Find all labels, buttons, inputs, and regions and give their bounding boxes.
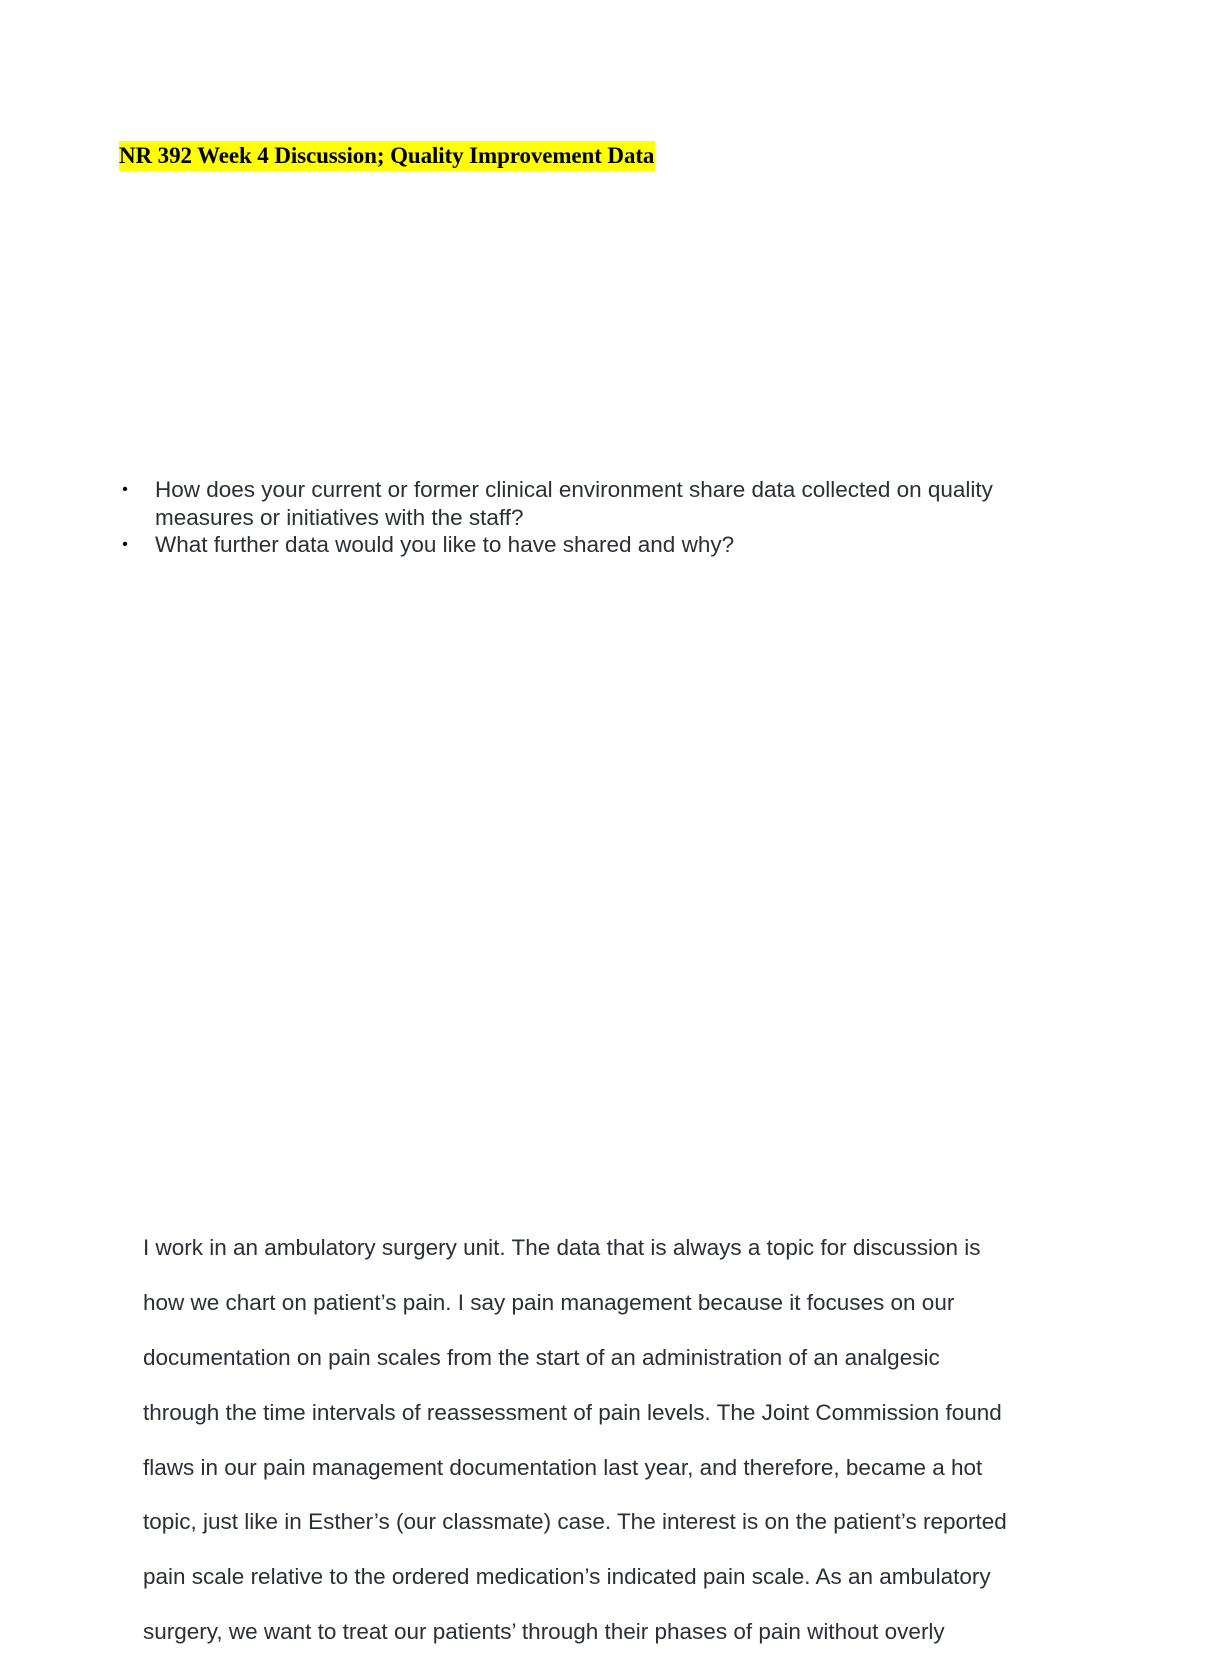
discussion-prompts-list <box>119 476 1079 559</box>
document-title: NR 392 Week 4 Discussion; Quality Improvement Data <box>119 141 655 171</box>
answer-line: through the time intervals of reassessment of pain levels. The Joint Commission found <box>143 1399 1002 1425</box>
prompt-2-line-1: What further data would you like to have shared and why? <box>155 532 735 557</box>
prompt-1-line-2: measures or initiatives with the staff? <box>155 504 524 530</box>
answer-line: documentation on pain scales from the start of an administration of an analgesic <box>143 1345 940 1371</box>
prompt-1-line-1: How does your current or former clinical environment share data collected on quality <box>155 477 993 502</box>
bullet-icon: • <box>122 481 128 498</box>
prompt-item-2 <box>119 531 1079 559</box>
answer-line: topic, just like in Esther’s (our classmate) case. The interest is on the patient’s reported <box>143 1509 1007 1535</box>
prompt-item-1 <box>119 476 1079 531</box>
bullet-icon: • <box>122 536 128 553</box>
discussion-answer-paragraph <box>143 1207 1078 1673</box>
answer-line: I work in an ambulatory surgery unit. The data that is always a topic for discussion is <box>143 1235 981 1261</box>
answer-line: how we chart on patient’s pain. I say pain management because it focuses on our <box>143 1290 955 1316</box>
answer-line: flaws in our pain management documentation last year, and therefore, became a hot <box>143 1454 983 1480</box>
answer-line: surgery, we want to treat our patients’ through their phases of pain without overly <box>143 1619 945 1645</box>
answer-line: pain scale relative to the ordered medication’s indicated pain scale. As an ambulatory <box>143 1564 991 1590</box>
